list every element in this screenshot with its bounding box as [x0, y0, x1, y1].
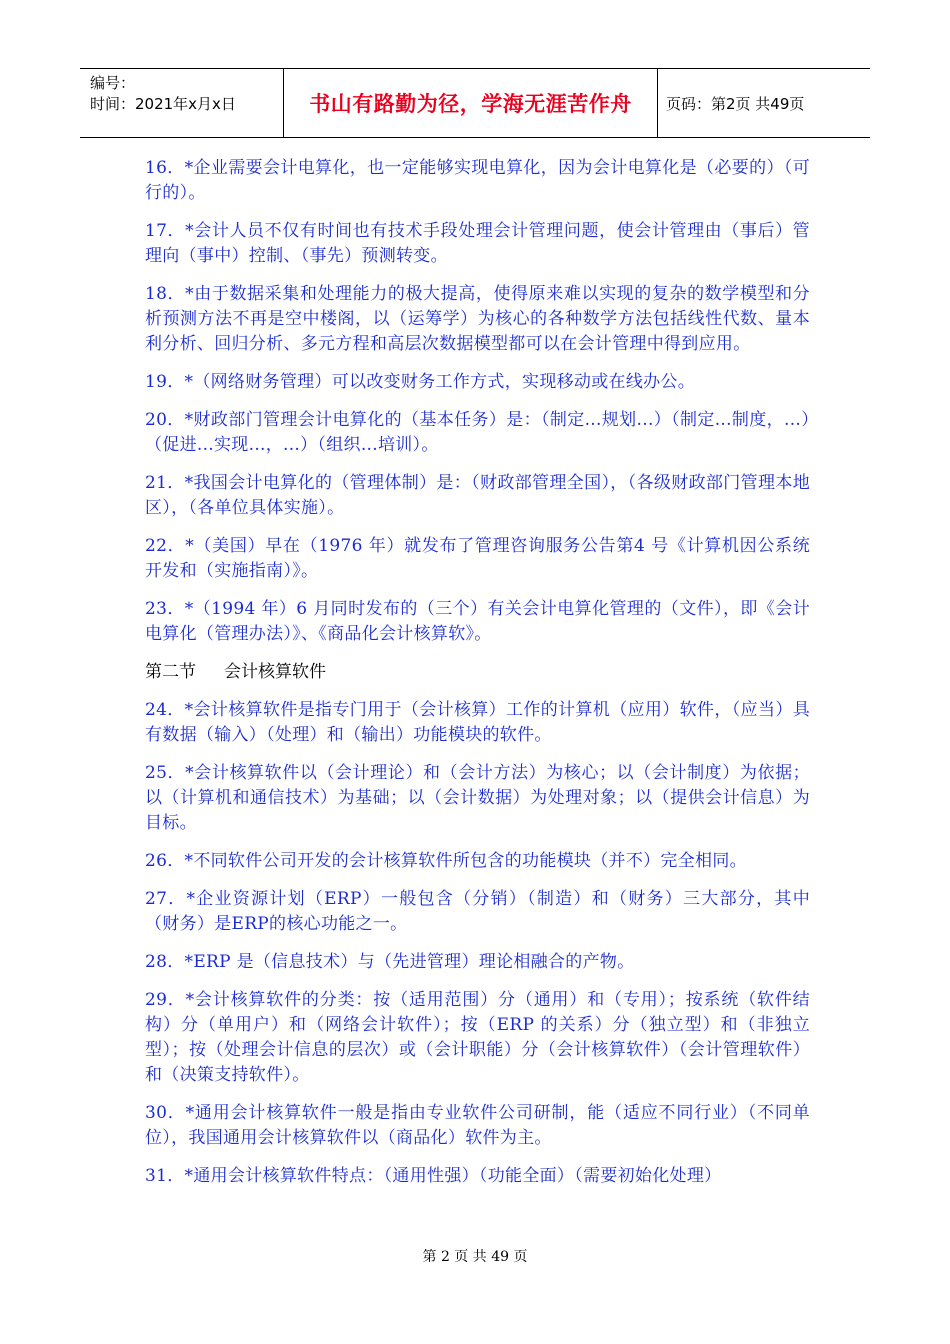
- document-number-label: 编号：: [90, 74, 136, 92]
- document-time-label: 时间：2021年x月x日: [90, 95, 236, 113]
- header-motto: 书山有路勤为径，学海无涯苦作舟: [309, 92, 632, 116]
- section-number: 第二节: [145, 662, 196, 682]
- header-meta: [80, 69, 284, 137]
- item-17: 17．*会计人员不仅有时间也有技术手段处理会计管理问题，使会计管理由（事后）管理向（事中）控制、（事先）预测转变。: [145, 221, 810, 266]
- item-21: 21．*我国会计电算化的（管理体制）是：（财政部管理全国），（各级财政部门管理本地区），（各单位具体实施）。: [145, 473, 810, 518]
- page-header: [80, 68, 870, 138]
- item-23: 23．*（1994 年）6 月同时发布的（三个）有关会计电算化管理的（文件），即《会计电算化（管理办法）》、《商品化会计核算软》。: [145, 599, 810, 644]
- item-30: 30．*通用会计核算软件一般是指由专业软件公司研制，能（适应不同行业）（不同单位），我国通用会计核算软件以（商品化）软件为主。: [145, 1103, 810, 1148]
- header-motto-cell: [284, 69, 658, 137]
- item-27: 27．*企业资源计划（ERP）一般包含（分销）（制造）和（财务）三大部分，其中（财务）是ERP的核心功能之一。: [145, 889, 810, 934]
- item-25: 25．*会计核算软件以（会计理论）和（会计方法）为核心；以（会计制度）为依据；以（计算机和通信技术）为基础；以（会计数据）为处理对象；以（提供会计信息）为目标。: [145, 763, 810, 833]
- document-body: [145, 156, 810, 1202]
- item-22: 22．*（美国）早在（1976 年）就发布了管理咨询服务公告第4 号《计算机因公系统开发和（实施指南）》。: [145, 536, 810, 581]
- item-29: 29．*会计核算软件的分类：按（适用范围）分（通用）和（专用）；按系统（软件结构）分（单用户）和（网络会计软件）；按（ERP 的关系）分（独立型）和（非独立型）；按（处理会计信息的层次）或（会计职能）分（会计核算软件）（会计管理软件）和（决策支持软件）。: [145, 990, 810, 1085]
- item-26: 26．*不同软件公司开发的会计核算软件所包含的功能模块（并不）完全相同。: [145, 851, 747, 871]
- section-heading: [145, 660, 810, 685]
- section-title: 会计核算软件: [224, 662, 326, 682]
- header-page-info: 页码：第2页 共49页: [666, 94, 805, 113]
- item-18: 18．*由于数据采集和处理能力的极大提高，使得原来难以实现的复杂的数学模型和分析预测方法不再是空中楼阁，以（运筹学）为核心的各种数学方法包括线性代数、量本利分析、回归分析、多元方程和高层次数据模型都可以在会计管理中得到应用。: [145, 284, 810, 354]
- item-28: 28．*ERP 是（信息技术）与（先进管理）理论相融合的产物。: [145, 952, 635, 972]
- item-31: 31．*通用会计核算软件特点：（通用性强）（功能全面）（需要初始化处理）: [145, 1166, 722, 1186]
- item-24: 24．*会计核算软件是指专门用于（会计核算）工作的计算机（应用）软件，（应当）具有数据（输入）（处理）和（输出）功能模块的软件。: [145, 700, 810, 745]
- page-footer: 第 2 页 共 49 页: [422, 1249, 528, 1265]
- item-19: 19．*（网络财务管理）可以改变财务工作方式，实现移动或在线办公。: [145, 372, 696, 392]
- item-16: 16．*企业需要会计电算化，也一定能够实现电算化，因为会计电算化是（必要的）（可行的）。: [145, 158, 810, 203]
- item-20: 20．*财政部门管理会计电算化的（基本任务）是：（制定...规划...）（制定...制度，...）（促进...实现...，...）（组织...培训）。: [145, 410, 810, 455]
